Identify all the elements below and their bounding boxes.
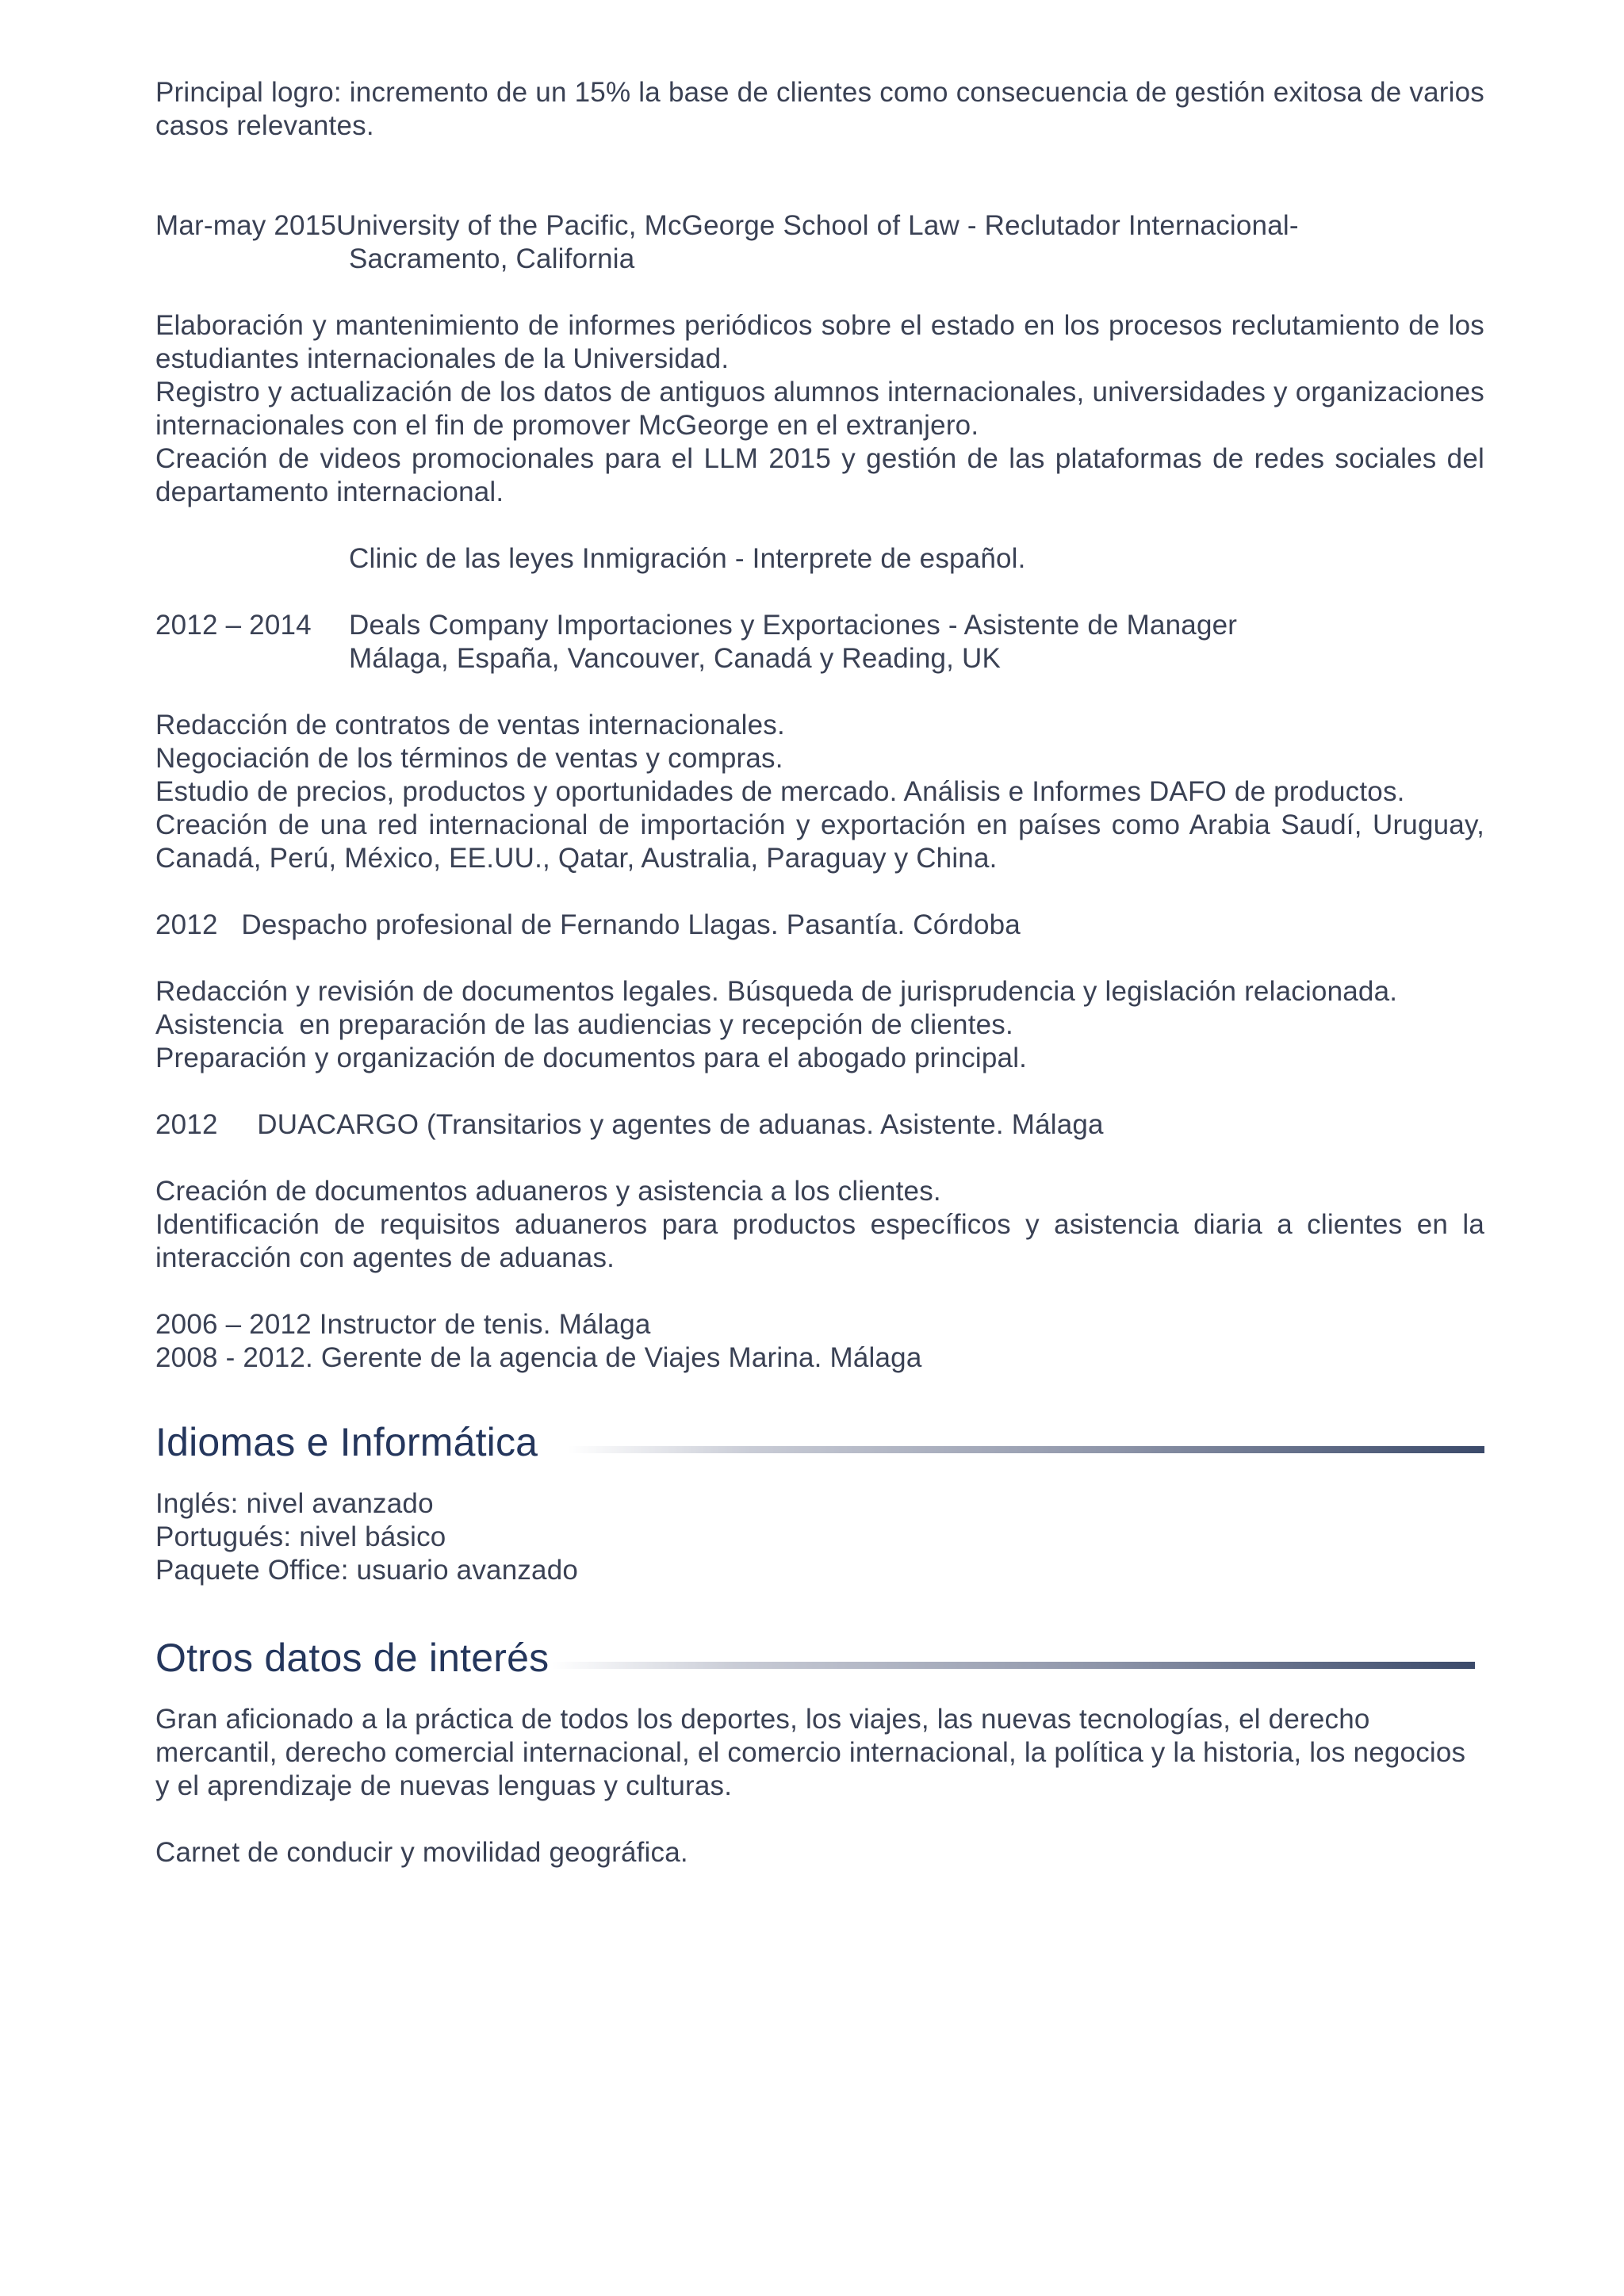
clinic-role: Clinic de las leyes Inmigración - Interprete de español. [349,543,1026,574]
job-description: Asistencia en preparación de las audiencias y recepción de clientes. [155,1009,1013,1040]
spacer [155,1587,1484,1635]
achievement-text: Principal logro: incremento de un 15% la base de clientes como consecuencia de gestión exitosa de varios casos relevantes. [155,77,1484,141]
spacer [155,509,1484,542]
section-title-text: Otros datos de interés [155,1636,550,1680]
job-description: Creación de una red internacional de importación y exportación en países como Arabia Saudí, Uruguay, Canadá, Perú, México, EE.UU., Qatar, Australia, Paraguay y China. [155,809,1484,874]
spacer [155,576,1484,609]
job-header-duacargo: 2012 DUACARGO (Transitarios y agentes de aduanas. Asistente. Málaga [155,1109,1104,1140]
spacer [155,942,1484,975]
section-title-text: Idiomas e Informática [155,1420,538,1464]
job-other: 2006 – 2012 Instructor de tenis. Málaga [155,1309,651,1340]
spacer [155,1803,1484,1836]
job-description: Redacción y revisión de documentos legales. Búsqueda de jurisprudencia y legislación relacionada. [155,976,1398,1007]
job-header-mcgeorge [155,209,1484,243]
job-description: Creación de videos promocionales para el LLM 2015 y gestión de las plataformas de redes sociales del departamento internacional. [155,443,1484,507]
job-location: Sacramento, California [349,243,635,274]
other-info-text: Carnet de conducir y movilidad geográfica. [155,1837,688,1868]
language-item: Paquete Office: usuario avanzado [155,1555,579,1586]
spacer [155,143,1484,209]
section-title-languages [155,1419,1484,1465]
job-description: Estudio de precios, productos y oportunidades de mercado. Análisis e Informes DAFO de productos. [155,776,1405,807]
job-header-llagas: 2012 Despacho profesional de Fernando Llagas. Pasantía. Córdoba [155,909,1021,940]
spacer [155,1142,1484,1175]
job-other: 2008 - 2012. Gerente de la agencia de Viajes Marina. Málaga [155,1342,922,1373]
section-divider [568,1446,1484,1453]
spacer [155,1075,1484,1108]
spacer [155,1465,1484,1487]
job-description: Identificación de requisitos aduaneros para productos específicos y asistencia diaria a clientes en la interacción con agentes de aduanas. [155,1209,1484,1273]
section-title-other [155,1635,1484,1681]
spacer [155,1275,1484,1308]
spacer [155,276,1484,309]
language-item: Portugués: nivel básico [155,1521,446,1552]
spacer [155,1681,1484,1703]
job-title: Deals Company Importaciones y Exportaciones - Asistente de Manager [349,610,1238,641]
job-description: Preparación y organización de documentos para el abogado principal. [155,1043,1028,1073]
job-header-deals [155,609,1484,642]
spacer [155,1375,1484,1419]
language-item: Inglés: nivel avanzado [155,1488,434,1519]
job-date: Mar-may 2015 [155,210,337,241]
job-description: Elaboración y mantenimiento de informes periódicos sobre el estado en los procesos reclutamiento de los estudiantes internacionales de la Universidad. [155,310,1484,374]
cv-content [155,76,1484,1869]
job-description: Creación de documentos aduaneros y asistencia a los clientes. [155,1176,941,1207]
job-date: 2012 – 2014 [155,610,312,641]
job-description: Negociación de los términos de ventas y compras. [155,743,783,774]
job-description: Redacción de contratos de ventas internacionales. [155,710,785,740]
job-title: University of the Pacific, McGeorge School of Law - Reclutador Internacional- [336,210,1299,241]
spacer [155,675,1484,709]
spacer [155,875,1484,909]
section-divider [552,1662,1475,1669]
job-description: Registro y actualización de los datos de antiguos alumnos internacionales, universidades y organizaciones internacionales con el fin de promover McGeorge en el extranjero. [155,377,1484,441]
other-info-text: Gran aficionado a la práctica de todos los deportes, los viajes, las nuevas tecnologías, el derecho mercantil, derecho comercial internacional, el comercio internacional, la política y la historia, los negocios y el aprendizaje de nuevas lenguas y culturas. [155,1704,1466,1801]
job-location: Málaga, España, Vancouver, Canadá y Reading, UK [349,643,1002,674]
